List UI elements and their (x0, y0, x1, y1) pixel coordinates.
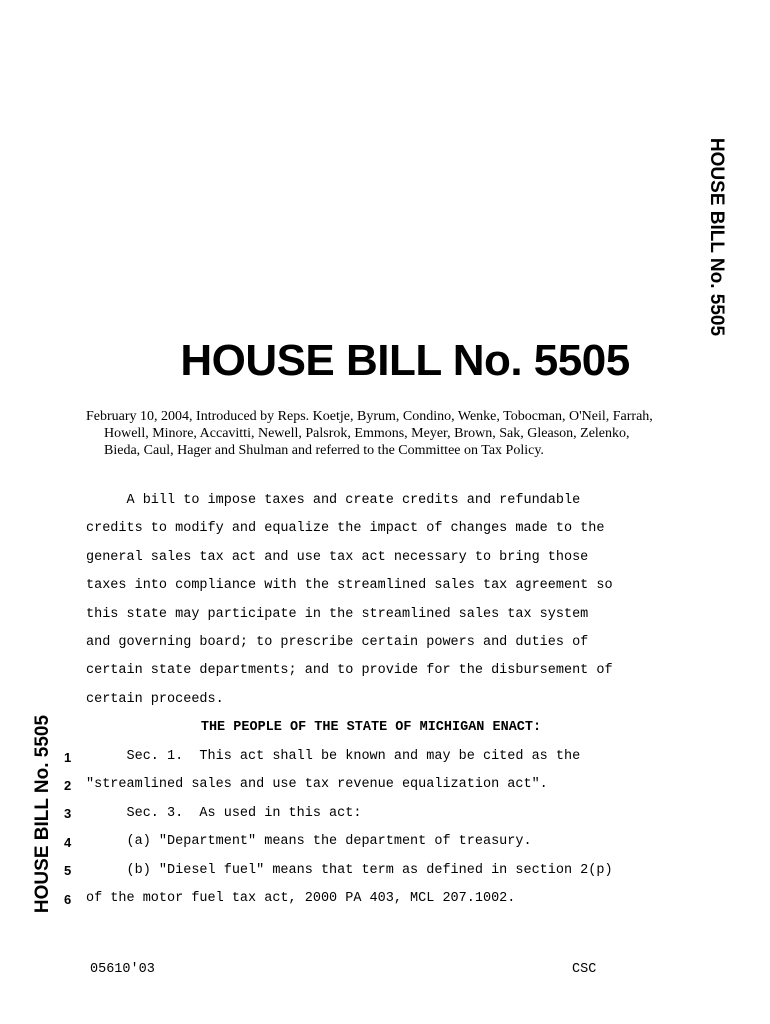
footer-drafter-initials: CSC (572, 962, 597, 977)
introduction-paragraph: February 10, 2004, Introduced by Reps. Koetje, Byrum, Condino, Wenke, Tobocman, O'Neil, Farrah, Howell, Minore, Accavitti, Newell, Palsrok, Emmons, Meyer, Brown, Sak, Gleason, Zelenko, Bieda, Caul, Hager and Shulman and referred to the Committee on Tax Policy. (86, 409, 653, 458)
preamble-line: credits to modify and equalize the impact of changes made to the (86, 521, 605, 536)
side-bill-label-left: HOUSE BILL No. 5505 (32, 714, 53, 914)
line-number: 6 (64, 892, 72, 907)
bill-text-line: "streamlined sales and use tax revenue equalization act". (86, 777, 548, 792)
bill-text-line: Sec. 1. This act shall be known and may be cited as the (86, 749, 581, 764)
line-number: 3 (64, 806, 72, 821)
preamble-line: this state may participate in the streamlined sales tax system (86, 607, 589, 622)
line-number: 2 (64, 778, 72, 793)
preamble-line: certain proceeds. (86, 692, 224, 707)
side-bill-label-right: HOUSE BILL No. 5505 (706, 137, 727, 337)
line-number: 5 (64, 863, 72, 878)
line-number: 1 (64, 750, 72, 765)
bill-title: HOUSE BILL No. 5505 (180, 336, 630, 385)
bill-text-line: of the motor fuel tax act, 2000 PA 403, MCL 207.1002. (86, 891, 516, 906)
enacting-clause: THE PEOPLE OF THE STATE OF MICHIGAN ENACT: (200, 720, 542, 735)
bill-text-line: (b) "Diesel fuel" means that term as defined in section 2(p) (86, 863, 613, 878)
bill-text-line: (a) "Department" means the department of treasury. (86, 834, 532, 849)
preamble-line: A bill to impose taxes and create credits and refundable (86, 493, 581, 508)
preamble-line: and governing board; to prescribe certain powers and duties of (86, 635, 589, 650)
preamble-line: certain state departments; and to provide for the disbursement of (86, 663, 613, 678)
bill-text-line: Sec. 3. As used in this act: (86, 806, 362, 821)
preamble-line: taxes into compliance with the streamlined sales tax agreement so (86, 578, 613, 593)
preamble-line: general sales tax act and use tax act necessary to bring those (86, 550, 589, 565)
line-number: 4 (64, 835, 72, 850)
footer-document-code: 05610'03 (90, 962, 155, 977)
